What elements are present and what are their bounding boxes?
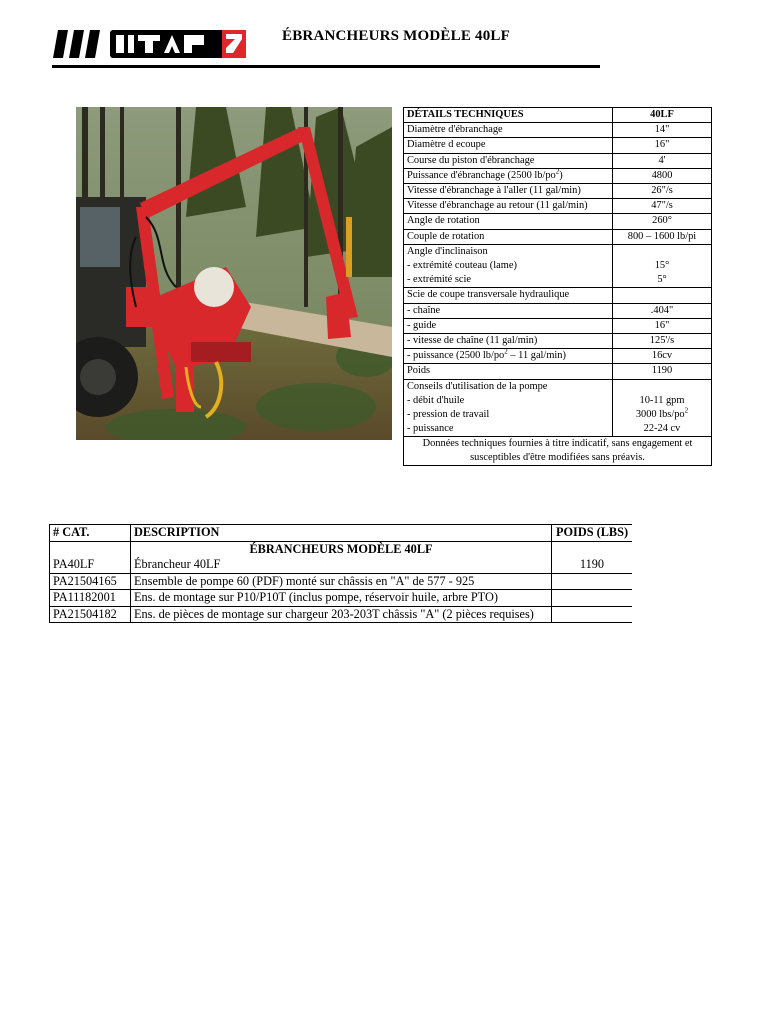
cat-weight: [552, 573, 633, 590]
section-empty-weight: [552, 541, 633, 557]
spec-value: 10-11 gpm: [613, 394, 712, 408]
cat-description: Ébrancheur 40LF: [131, 557, 552, 573]
spec-row: [404, 349, 712, 364]
cat-number: PA21504182: [50, 606, 131, 623]
spec-label: Couple de rotation: [404, 229, 613, 244]
spec-row: [404, 318, 712, 333]
table-row: [50, 606, 633, 623]
spec-label-end: ): [559, 169, 563, 181]
spec-row: [404, 364, 712, 379]
catalog-section-title: ÉBRANCHEURS MODÈLE 40LF: [249, 541, 433, 556]
cat-description: Ens. de montage sur P10/P10T (inclus pompe, réservoir huile, arbre PTO): [131, 590, 552, 607]
spec-value: 15°: [613, 259, 712, 273]
cat-description: Ens. de pièces de montage sur chargeur 203-203T châssis "A" (2 pièces requises): [131, 606, 552, 623]
spec-group-title: Scie de coupe transversale hydraulique: [404, 288, 613, 303]
spec-value: 26"/s: [613, 184, 712, 199]
spec-value: .404": [613, 303, 712, 318]
spec-label: Diamètre d ecoupe: [404, 138, 613, 153]
spec-row: [404, 229, 712, 244]
col-desc-header: DESCRIPTION: [131, 525, 552, 542]
spec-label: Poids: [404, 364, 613, 379]
spec-row: [404, 123, 712, 138]
spec-row: [404, 394, 712, 408]
spec-row: [404, 168, 712, 183]
spec-empty-value: [613, 288, 712, 303]
spec-table: [403, 107, 712, 466]
spec-label-sup: 2: [555, 167, 560, 176]
spec-value-sup: 2: [684, 406, 689, 415]
cat-weight: [552, 606, 633, 623]
product-photo: [76, 107, 392, 440]
cat-weight: 1190: [552, 557, 633, 573]
spec-label: - débit d'huile: [407, 394, 465, 406]
header-rule: [52, 65, 600, 68]
spec-row: [404, 153, 712, 168]
spec-group-title-row: [404, 379, 712, 394]
spec-label: - vitesse de chaîne (11 gal/min): [404, 334, 613, 349]
section-empty-cat: [50, 541, 131, 557]
spec-row: [404, 408, 712, 422]
spec-label: [404, 168, 613, 183]
catalog-table: [49, 524, 632, 623]
spec-value: 800 – 1600 lb/pi: [613, 229, 712, 244]
spec-row: [404, 184, 712, 199]
spec-note: Données techniques fournies à titre indicatif, sans engagement et susceptibles d'être modifiées sans préavis.: [404, 437, 712, 466]
spec-value: 47"/s: [613, 199, 712, 214]
spec-row: [404, 334, 712, 349]
spec-row: [404, 303, 712, 318]
spec-value: 5°: [613, 273, 712, 288]
cat-description: Ensemble de pompe 60 (PDF) monté sur châssis en "A" de 577 - 925: [131, 573, 552, 590]
spec-empty-value: [613, 244, 712, 259]
table-row: [50, 573, 633, 590]
table-row: [50, 557, 633, 573]
cat-number: PA40LF: [50, 557, 131, 573]
spec-label: - pression de travail: [407, 409, 490, 421]
spec-value: 16": [613, 318, 712, 333]
spec-label: Course du piston d'ébranchage: [404, 153, 613, 168]
spec-empty-value: [613, 379, 712, 394]
spec-value-text: 3000 lbs/po: [635, 409, 685, 421]
spec-group-title: Angle d'inclinaison: [407, 245, 488, 257]
cat-number: PA11182001: [50, 590, 131, 607]
spec-header-row: [404, 108, 712, 123]
catalog-header-row: [50, 525, 633, 542]
spec-label: Diamètre d'ébranchage: [404, 123, 613, 138]
page-title: ÉBRANCHEURS MODÈLE 40LF: [282, 28, 510, 44]
spec-label-sup: 2: [504, 347, 508, 356]
spec-label: Vitesse d'ébranchage au retour (11 gal/min): [404, 199, 613, 214]
spec-label-text: Puissance d'ébranchage (2500 lb/po: [407, 169, 556, 181]
spec-group-title-row: [404, 244, 712, 259]
col-weight-header: POIDS (LBS): [552, 525, 633, 542]
spec-label: Angle de rotation: [404, 214, 613, 229]
spec-value: 22-24 cv: [613, 422, 712, 437]
spec-label-text: - puissance (2500 lb/po: [407, 350, 505, 362]
spec-row: [404, 214, 712, 229]
cat-number: PA21504165: [50, 573, 131, 590]
spec-value: [613, 408, 712, 422]
spec-label: - guide: [404, 318, 613, 333]
spec-value: 14": [613, 123, 712, 138]
cat-weight: [552, 590, 633, 607]
catalog-section-row: [50, 541, 633, 557]
spec-label: [404, 349, 613, 364]
spec-value: 16": [613, 138, 712, 153]
spec-label: - extrémité scie: [404, 273, 613, 288]
spec-value: 260°: [613, 214, 712, 229]
spec-label: - puissance: [404, 422, 613, 437]
spec-row: [404, 138, 712, 153]
spec-row: [404, 273, 712, 288]
spec-label: Vitesse d'ébranchage à l'aller (11 gal/min): [404, 184, 613, 199]
spec-group-title: Conseils d'utilisation de la pompe: [407, 380, 548, 392]
spec-label: - extrémité couteau (lame): [407, 260, 517, 272]
spec-row: [404, 199, 712, 214]
spec-row: [404, 259, 712, 273]
spec-note-row: [404, 437, 712, 466]
table-row: [50, 590, 633, 607]
spec-row: [404, 422, 712, 437]
spec-value: 125'/s: [613, 334, 712, 349]
spec-group-title-row: [404, 288, 712, 303]
spec-value: 4800: [613, 168, 712, 183]
patu-logo: [52, 26, 248, 62]
spec-value: 1190: [613, 364, 712, 379]
spec-value: 16cv: [613, 349, 712, 364]
spec-heading: DÉTAILS TECHNIQUES: [404, 108, 613, 123]
spec-model: 40LF: [613, 108, 712, 123]
col-cat-header: # CAT.: [50, 525, 131, 542]
spec-value: 4': [613, 153, 712, 168]
page-header: [52, 22, 600, 68]
spec-label-end: – 11 gal/min): [507, 350, 566, 362]
spec-label: - chaîne: [404, 303, 613, 318]
